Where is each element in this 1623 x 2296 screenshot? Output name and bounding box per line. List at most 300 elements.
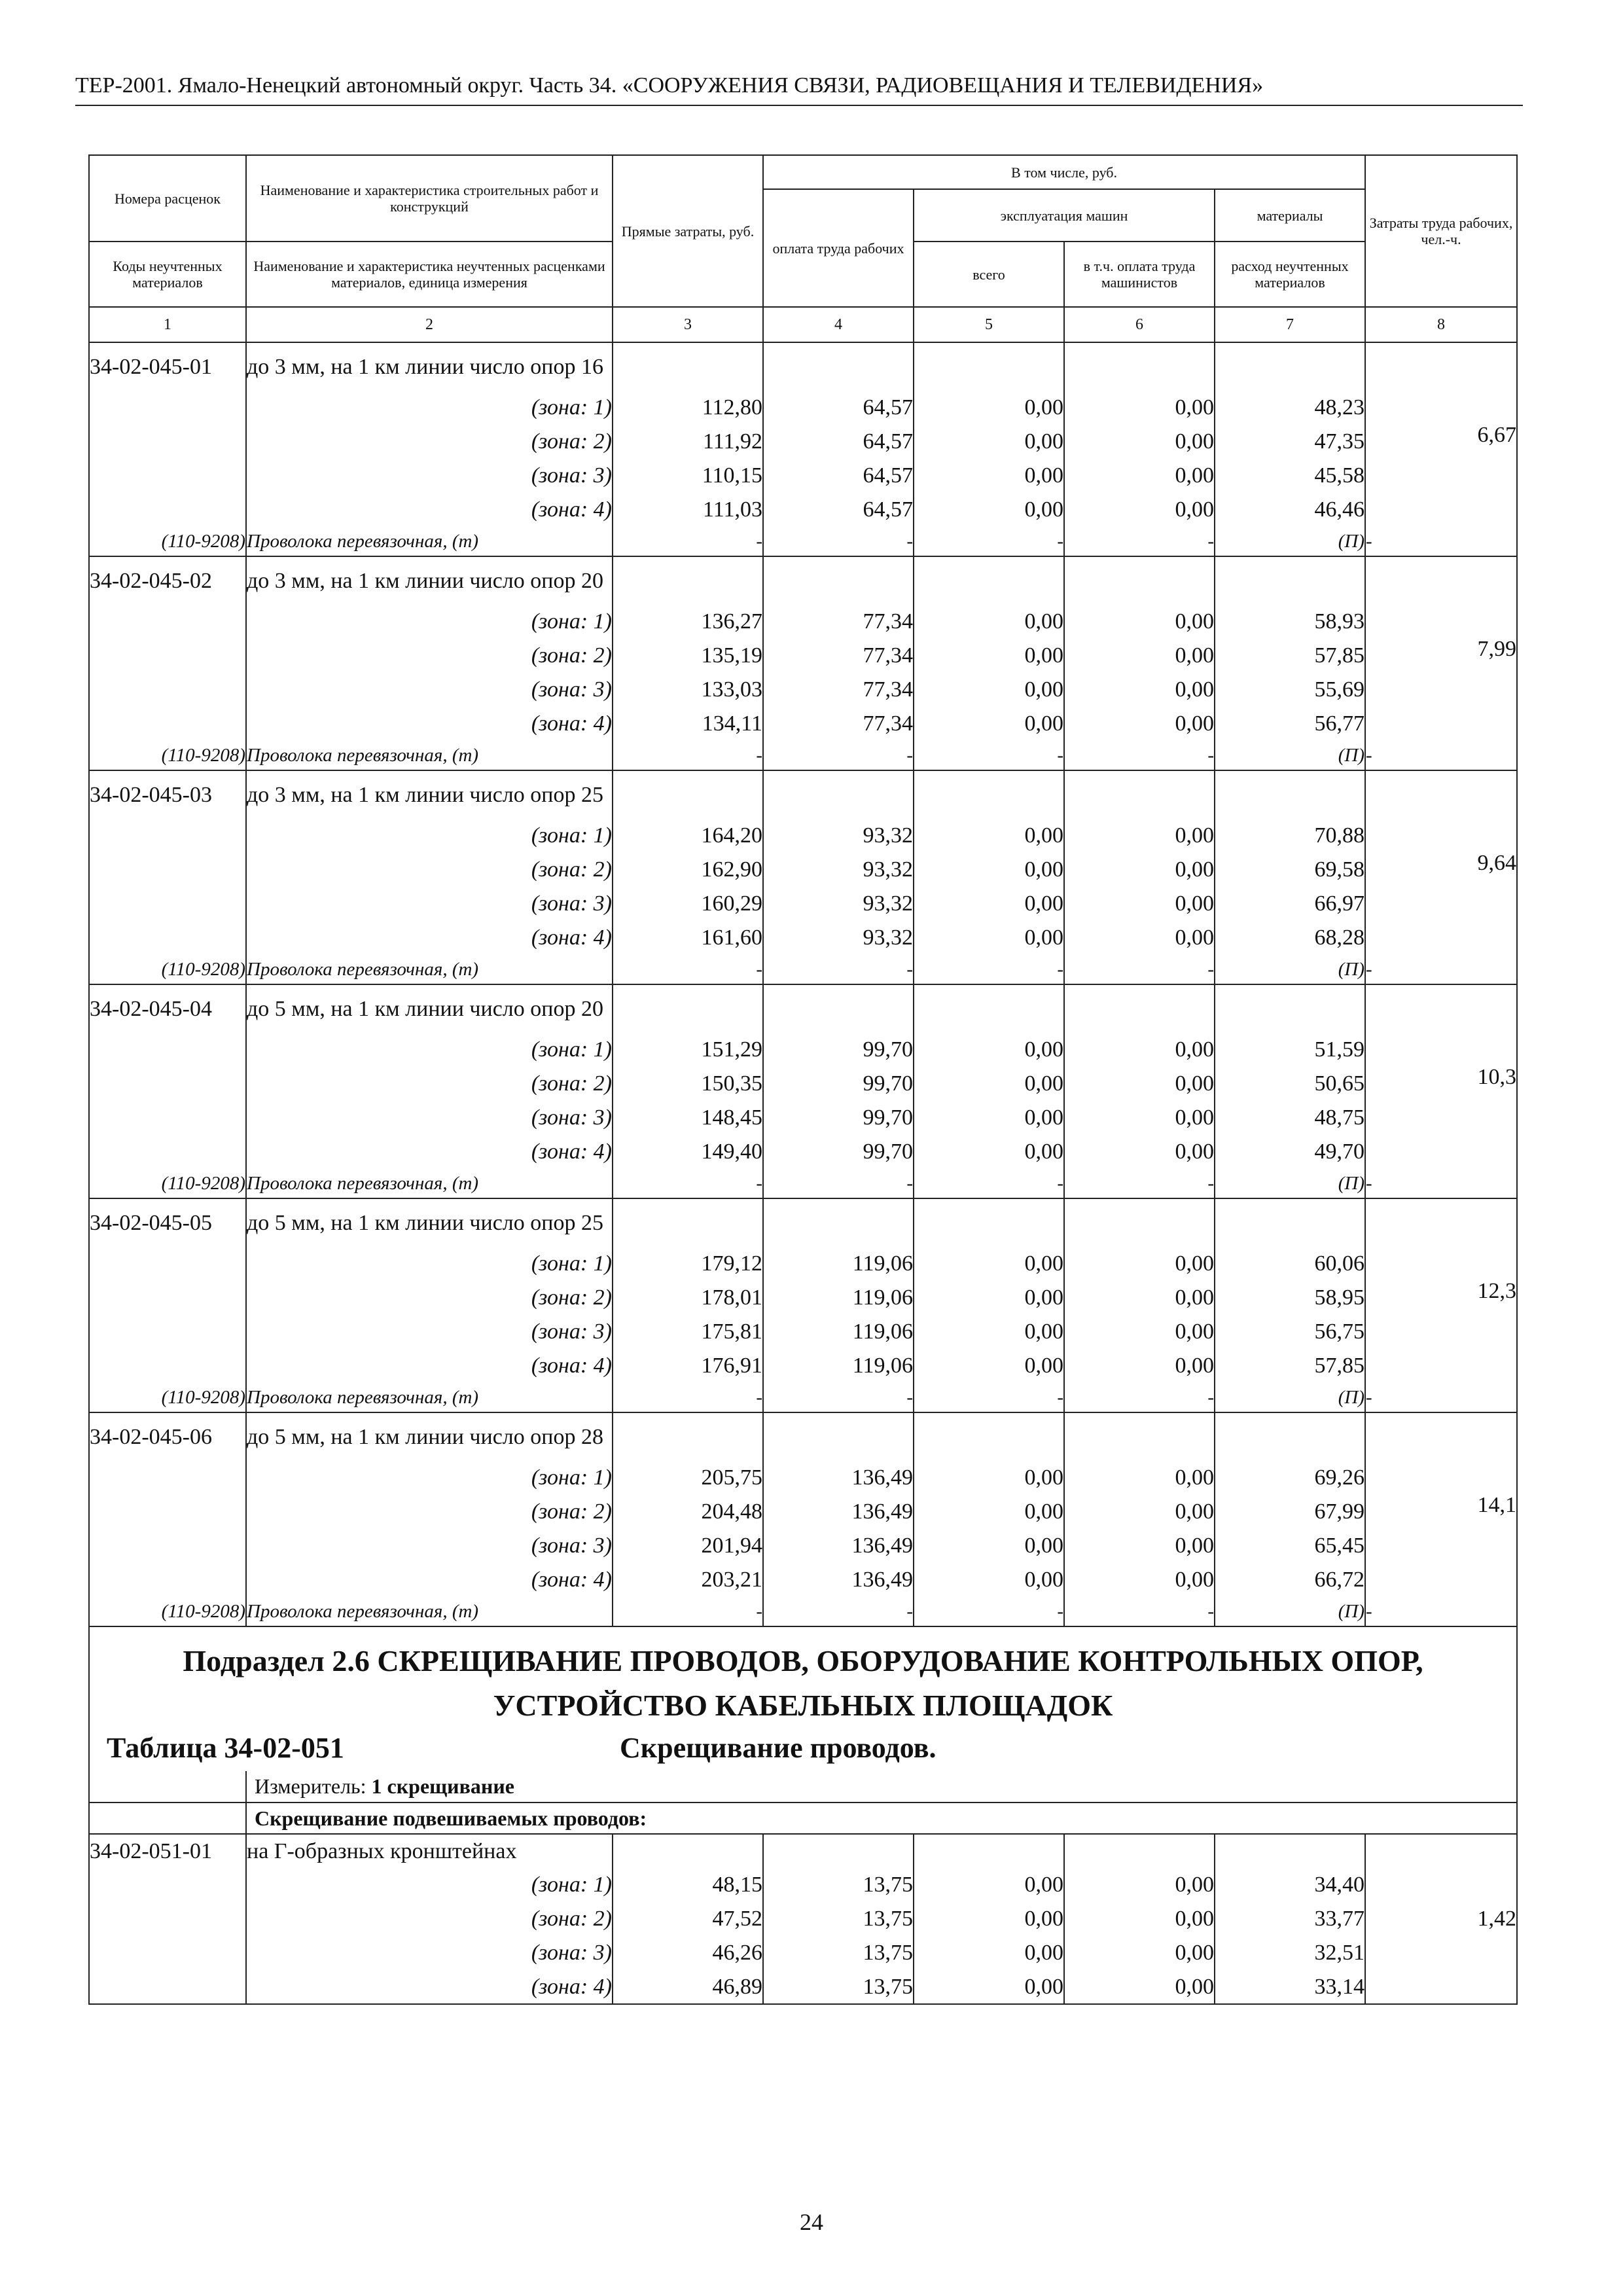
empty-cell — [613, 342, 763, 391]
empty-cell — [1215, 770, 1365, 819]
price-value: 164,20 — [613, 819, 763, 853]
price-value: 99,70 — [763, 1135, 914, 1169]
empty-cell — [1215, 556, 1365, 605]
labor-value: 10,3 — [1365, 984, 1517, 1169]
rate-title: на Г-образных кронштейнах — [246, 1834, 613, 1868]
subsection-line1: Подраздел 2.6 СКРЕЩИВАНИЕ ПРОВОДОВ, ОБОРУДОВАНИЕ КОНТРОЛЬНЫХ ОПОР, — [183, 1644, 1423, 1677]
price-value: 203,21 — [613, 1563, 763, 1597]
rate-title-row — [89, 1198, 1517, 1247]
zone-label: (зона: 2) — [246, 1067, 613, 1101]
empty-cell — [763, 1412, 914, 1461]
zone-label: (зона: 2) — [246, 1495, 613, 1529]
material-name: Проволока перевязочная, (т) — [246, 741, 613, 770]
price-value: 68,28 — [1215, 921, 1365, 955]
material-name: Проволока перевязочная, (т) — [246, 527, 613, 556]
price-value: 119,06 — [763, 1349, 914, 1383]
empty-cell — [89, 1033, 246, 1067]
col-number: 6 — [1064, 307, 1215, 342]
zone-label: (зона: 1) — [246, 1033, 613, 1067]
material-code: (110-9208) — [89, 1169, 246, 1198]
empty-cell — [89, 1495, 246, 1529]
price-value: 0,00 — [1064, 1135, 1215, 1169]
price-value: 0,00 — [914, 1970, 1064, 2004]
price-value: 65,45 — [1215, 1529, 1365, 1563]
zone-row — [89, 425, 1517, 459]
price-value: 66,72 — [1215, 1563, 1365, 1597]
price-value: 46,26 — [613, 1936, 763, 1970]
price-value: 99,70 — [763, 1033, 914, 1067]
zone-label: (зона: 4) — [246, 1349, 613, 1383]
price-value: 151,29 — [613, 1033, 763, 1067]
labor-value: 1,42 — [1365, 1834, 1517, 2004]
price-value: 0,00 — [914, 639, 1064, 673]
empty-cell — [89, 1281, 246, 1315]
price-value: 0,00 — [914, 887, 1064, 921]
empty-cell — [89, 493, 246, 527]
zone-row — [89, 1281, 1517, 1315]
zone-row — [89, 1067, 1517, 1101]
empty-cell — [89, 887, 246, 921]
labor-value: 14,1 — [1365, 1412, 1517, 1597]
measure — [246, 1771, 1517, 1803]
zone-label: (зона: 3) — [246, 459, 613, 493]
empty-cell — [763, 556, 914, 605]
empty-cell — [89, 1771, 246, 1803]
price-value: 0,00 — [914, 1495, 1064, 1529]
price-value: 0,00 — [1064, 605, 1215, 639]
price-value: 0,00 — [914, 1563, 1064, 1597]
empty-cell — [914, 1412, 1064, 1461]
price-value: 32,51 — [1215, 1936, 1365, 1970]
empty-cell — [1215, 1412, 1365, 1461]
price-value: 34,40 — [1215, 1868, 1365, 1902]
empty-cell — [613, 1198, 763, 1247]
price-value: 58,95 — [1215, 1281, 1365, 1315]
dash-value: - — [1365, 741, 1517, 770]
price-value: 0,00 — [1064, 459, 1215, 493]
price-value: 33,14 — [1215, 1970, 1365, 2004]
empty-cell — [89, 1902, 246, 1936]
price-value: 67,99 — [1215, 1495, 1365, 1529]
price-value: 0,00 — [914, 1033, 1064, 1067]
price-value: 0,00 — [1064, 1936, 1215, 1970]
price-value: 0,00 — [1064, 887, 1215, 921]
price-value: 0,00 — [1064, 707, 1215, 741]
zone-label: (зона: 2) — [246, 1281, 613, 1315]
col-number: 8 — [1365, 307, 1517, 342]
rate-title-row — [89, 1412, 1517, 1461]
empty-cell — [1215, 342, 1365, 391]
price-value: 55,69 — [1215, 673, 1365, 707]
zone-label: (зона: 4) — [246, 493, 613, 527]
price-value: 0,00 — [1064, 1529, 1215, 1563]
price-value: 57,85 — [1215, 1349, 1365, 1383]
price-value: 0,00 — [914, 391, 1064, 425]
price-value: 0,00 — [1064, 639, 1215, 673]
price-value: 0,00 — [914, 1461, 1064, 1495]
empty-cell — [763, 1198, 914, 1247]
rate-code: 34-02-045-01 — [89, 342, 246, 391]
rate-code: 34-02-045-03 — [89, 770, 246, 819]
zone-row — [89, 1495, 1517, 1529]
price-value: 0,00 — [914, 1247, 1064, 1281]
empty-cell — [1064, 1198, 1215, 1247]
price-value: 0,00 — [914, 605, 1064, 639]
empty-cell — [914, 984, 1064, 1033]
rate-title: до 5 мм, на 1 км линии число опор 28 — [246, 1412, 613, 1461]
dash-value: - — [613, 1597, 763, 1626]
price-value: 0,00 — [1064, 1495, 1215, 1529]
price-value: 77,34 — [763, 707, 914, 741]
zone-label: (зона: 3) — [246, 1936, 613, 1970]
dash-value: - — [763, 1383, 914, 1412]
zone-label: (зона: 2) — [246, 1902, 613, 1936]
price-value: 0,00 — [914, 1135, 1064, 1169]
dash-value: - — [1365, 1169, 1517, 1198]
price-value: 176,91 — [613, 1349, 763, 1383]
zone-row — [89, 1529, 1517, 1563]
price-value: 0,00 — [1064, 391, 1215, 425]
dash-value: - — [1365, 1383, 1517, 1412]
zone-row — [89, 391, 1517, 425]
col-number: 5 — [914, 307, 1064, 342]
zone-label: (зона: 4) — [246, 1135, 613, 1169]
rate-code: 34-02-045-02 — [89, 556, 246, 605]
empty-cell — [1064, 770, 1215, 819]
price-value: 57,85 — [1215, 639, 1365, 673]
price-value: 112,80 — [613, 391, 763, 425]
price-value: 119,06 — [763, 1247, 914, 1281]
rate-title-row — [89, 770, 1517, 819]
dash-value: - — [613, 1383, 763, 1412]
price-value: 0,00 — [1064, 1461, 1215, 1495]
empty-cell — [89, 853, 246, 887]
price-value: 134,11 — [613, 707, 763, 741]
empty-cell — [914, 342, 1064, 391]
empty-cell — [89, 1529, 246, 1563]
rate-title: до 3 мм, на 1 км линии число опор 25 — [246, 770, 613, 819]
price-value: 93,32 — [763, 921, 914, 955]
zone-row — [89, 1101, 1517, 1135]
price-value: 64,57 — [763, 425, 914, 459]
page-header: ТЕР-2001. Ямало-Ненецкий автономный округ. Часть 34. «СООРУЖЕНИЯ СВЯЗИ, РАДИОВЕЩАНИЯ И ТЕЛЕВИДЕНИЯ» — [75, 73, 1264, 98]
price-value: 13,75 — [763, 1970, 914, 2004]
material-p-mark: (П) — [1215, 1383, 1365, 1412]
material-name: Проволока перевязочная, (т) — [246, 1169, 613, 1198]
empty-cell — [89, 1101, 246, 1135]
price-value: 0,00 — [914, 425, 1064, 459]
zone-row — [89, 853, 1517, 887]
price-value: 13,75 — [763, 1936, 914, 1970]
empty-cell — [914, 1834, 1064, 1868]
subsection-title — [89, 1626, 1517, 1722]
price-value: 0,00 — [914, 1101, 1064, 1135]
price-value: 56,77 — [1215, 707, 1365, 741]
zone-row — [89, 1970, 1517, 2004]
zone-label: (зона: 1) — [246, 819, 613, 853]
price-value: 48,23 — [1215, 391, 1365, 425]
price-value: 0,00 — [914, 1529, 1064, 1563]
price-value: 136,49 — [763, 1563, 914, 1597]
rate-title-row — [89, 1834, 1517, 1868]
price-value: 0,00 — [1064, 1033, 1215, 1067]
zone-row — [89, 1033, 1517, 1067]
dash-value: - — [914, 1169, 1064, 1198]
rate-code: 34-02-045-05 — [89, 1198, 246, 1247]
empty-cell — [89, 1349, 246, 1383]
material-p-mark: (П) — [1215, 741, 1365, 770]
dash-value: - — [914, 955, 1064, 984]
empty-cell — [613, 1412, 763, 1461]
dash-value: - — [1064, 1383, 1215, 1412]
price-value: 64,57 — [763, 391, 914, 425]
zone-row — [89, 1563, 1517, 1597]
empty-cell — [613, 984, 763, 1033]
zone-row — [89, 1315, 1517, 1349]
header-labor-costs: Затраты труда рабочих, чел.-ч. — [1365, 155, 1517, 307]
empty-cell — [89, 1135, 246, 1169]
price-value: 136,49 — [763, 1461, 914, 1495]
zone-row — [89, 707, 1517, 741]
dash-value: - — [914, 1597, 1064, 1626]
header-worker-pay: оплата труда рабочих — [763, 189, 914, 307]
price-value: 111,03 — [613, 493, 763, 527]
header-rate-numbers: Номера расценок — [89, 155, 246, 242]
dash-value: - — [1064, 1597, 1215, 1626]
price-value: 136,49 — [763, 1495, 914, 1529]
dash-value: - — [613, 1169, 763, 1198]
zone-label: (зона: 3) — [246, 887, 613, 921]
price-value: 0,00 — [1064, 1349, 1215, 1383]
material-row — [89, 1383, 1517, 1412]
empty-cell — [89, 1563, 246, 1597]
zone-label: (зона: 2) — [246, 639, 613, 673]
price-value: 0,00 — [1064, 853, 1215, 887]
dash-value: - — [1064, 527, 1215, 556]
price-value: 47,35 — [1215, 425, 1365, 459]
col-number: 1 — [89, 307, 246, 342]
price-value: 136,49 — [763, 1529, 914, 1563]
zone-row — [89, 1936, 1517, 1970]
price-value: 0,00 — [914, 1281, 1064, 1315]
col-number: 3 — [613, 307, 763, 342]
material-code: (110-9208) — [89, 527, 246, 556]
price-value: 150,35 — [613, 1067, 763, 1101]
dash-value: - — [1064, 955, 1215, 984]
empty-cell — [763, 342, 914, 391]
material-row — [89, 955, 1517, 984]
dash-value: - — [763, 741, 914, 770]
empty-cell — [613, 1834, 763, 1868]
rate-title-row — [89, 342, 1517, 391]
price-value: 205,75 — [613, 1461, 763, 1495]
empty-cell — [89, 1461, 246, 1495]
empty-cell — [89, 391, 246, 425]
zone-label: (зона: 4) — [246, 1563, 613, 1597]
rate-title-row — [89, 984, 1517, 1033]
dash-value: - — [1365, 1597, 1517, 1626]
zone-row — [89, 605, 1517, 639]
price-value: 0,00 — [1064, 1247, 1215, 1281]
material-row — [89, 741, 1517, 770]
empty-cell — [89, 1067, 246, 1101]
price-value: 50,65 — [1215, 1067, 1365, 1101]
material-code: (110-9208) — [89, 1597, 246, 1626]
empty-cell — [763, 1834, 914, 1868]
dash-value: - — [1064, 1169, 1215, 1198]
table2-title — [89, 1706, 1517, 1771]
price-value: 46,89 — [613, 1970, 763, 2004]
dash-value: - — [763, 955, 914, 984]
zone-label: (зона: 3) — [246, 1315, 613, 1349]
col-number: 2 — [246, 307, 613, 342]
price-value: 0,00 — [914, 459, 1064, 493]
group-title: Скрещивание подвешиваемых проводов: — [246, 1803, 1517, 1834]
rate-title-row — [89, 556, 1517, 605]
price-value: 77,34 — [763, 673, 914, 707]
header-including: В том числе, руб. — [763, 155, 1365, 189]
empty-cell — [1064, 1834, 1215, 1868]
measure-row — [89, 1771, 1517, 1803]
empty-cell — [89, 459, 246, 493]
dash-value: - — [763, 1597, 914, 1626]
empty-cell — [89, 425, 246, 459]
price-value: 64,57 — [763, 459, 914, 493]
zone-row — [89, 921, 1517, 955]
zone-label: (зона: 4) — [246, 707, 613, 741]
dash-value: - — [763, 527, 914, 556]
header-incl-operator-pay: в т.ч. оплата труда машинистов — [1064, 242, 1215, 307]
price-value: 110,15 — [613, 459, 763, 493]
empty-cell — [763, 770, 914, 819]
material-code: (110-9208) — [89, 1383, 246, 1412]
price-value: 201,94 — [613, 1529, 763, 1563]
price-value: 0,00 — [1064, 1315, 1215, 1349]
rate-code: 34-02-045-06 — [89, 1412, 246, 1461]
price-value: 0,00 — [914, 1902, 1064, 1936]
zone-row — [89, 493, 1517, 527]
empty-cell — [89, 1247, 246, 1281]
price-value: 0,00 — [914, 1067, 1064, 1101]
table2-name: Скрещивание проводов. — [620, 1732, 936, 1764]
header-unaccounted-materials: расход неучтенных материалов — [1215, 242, 1365, 307]
price-value: 0,00 — [914, 707, 1064, 741]
zone-label: (зона: 1) — [246, 605, 613, 639]
price-value: 69,26 — [1215, 1461, 1365, 1495]
col-number: 7 — [1215, 307, 1365, 342]
zone-row — [89, 887, 1517, 921]
material-row — [89, 1597, 1517, 1626]
price-value: 179,12 — [613, 1247, 763, 1281]
price-value: 133,03 — [613, 673, 763, 707]
price-value: 0,00 — [1064, 1868, 1215, 1902]
labor-value: 7,99 — [1365, 556, 1517, 741]
labor-value: 6,67 — [1365, 342, 1517, 527]
page-number: 24 — [800, 2209, 823, 2235]
material-name: Проволока перевязочная, (т) — [246, 1383, 613, 1412]
zone-row — [89, 1349, 1517, 1383]
subsection-row — [89, 1626, 1517, 1706]
material-code: (110-9208) — [89, 741, 246, 770]
rate-title: до 5 мм, на 1 км линии число опор 20 — [246, 984, 613, 1033]
price-value: 93,32 — [763, 853, 914, 887]
labor-value: 9,64 — [1365, 770, 1517, 955]
zone-row — [89, 1461, 1517, 1495]
material-row — [89, 1169, 1517, 1198]
measure-label: Измеритель: — [255, 1774, 366, 1798]
empty-cell — [89, 1315, 246, 1349]
price-value: 77,34 — [763, 605, 914, 639]
zone-row — [89, 639, 1517, 673]
price-value: 160,29 — [613, 887, 763, 921]
price-value: 60,06 — [1215, 1247, 1365, 1281]
price-value: 0,00 — [914, 819, 1064, 853]
price-value: 13,75 — [763, 1868, 914, 1902]
zone-label: (зона: 1) — [246, 1868, 613, 1902]
empty-cell — [89, 1803, 246, 1834]
material-p-mark: (П) — [1215, 955, 1365, 984]
subsection-line2: УСТРОЙСТВО КАБЕЛЬНЫХ ПЛОЩАДОК — [493, 1689, 1113, 1722]
price-value: 149,40 — [613, 1135, 763, 1169]
price-value: 0,00 — [914, 493, 1064, 527]
price-value: 0,00 — [1064, 1101, 1215, 1135]
price-value: 69,58 — [1215, 853, 1365, 887]
zone-label: (зона: 4) — [246, 921, 613, 955]
material-p-mark: (П) — [1215, 1169, 1365, 1198]
price-value: 51,59 — [1215, 1033, 1365, 1067]
zone-row — [89, 1247, 1517, 1281]
price-value: 148,45 — [613, 1101, 763, 1135]
price-value: 47,52 — [613, 1902, 763, 1936]
dash-value: - — [1365, 527, 1517, 556]
empty-cell — [89, 707, 246, 741]
dash-value: - — [914, 527, 1064, 556]
price-value: 0,00 — [1064, 1902, 1215, 1936]
empty-cell — [1064, 984, 1215, 1033]
rate-code: 34-02-045-04 — [89, 984, 246, 1033]
material-name: Проволока перевязочная, (т) — [246, 1597, 613, 1626]
zone-row — [89, 1902, 1517, 1936]
table2-number: Таблица 34-02-051 — [107, 1732, 344, 1764]
price-value: 99,70 — [763, 1101, 914, 1135]
empty-cell — [1215, 1834, 1365, 1868]
dash-value: - — [1064, 741, 1215, 770]
empty-cell — [1215, 984, 1365, 1033]
price-value: 161,60 — [613, 921, 763, 955]
price-value: 70,88 — [1215, 819, 1365, 853]
price-value: 0,00 — [1064, 1067, 1215, 1101]
price-value: 48,75 — [1215, 1101, 1365, 1135]
price-value: 64,57 — [763, 493, 914, 527]
empty-cell — [1064, 1412, 1215, 1461]
dash-value: - — [914, 741, 1064, 770]
price-value: 0,00 — [914, 1868, 1064, 1902]
table2-title-row — [89, 1706, 1517, 1771]
empty-cell — [763, 984, 914, 1033]
price-value: 0,00 — [914, 673, 1064, 707]
price-value: 0,00 — [1064, 493, 1215, 527]
price-value: 77,34 — [763, 639, 914, 673]
material-name: Проволока перевязочная, (т) — [246, 955, 613, 984]
empty-cell — [1064, 342, 1215, 391]
price-value: 13,75 — [763, 1902, 914, 1936]
price-value: 204,48 — [613, 1495, 763, 1529]
header-material-codes: Коды неучтенных материалов — [89, 242, 246, 307]
empty-cell — [1064, 556, 1215, 605]
zone-label: (зона: 1) — [246, 1461, 613, 1495]
price-value: 33,77 — [1215, 1902, 1365, 1936]
empty-cell — [89, 819, 246, 853]
